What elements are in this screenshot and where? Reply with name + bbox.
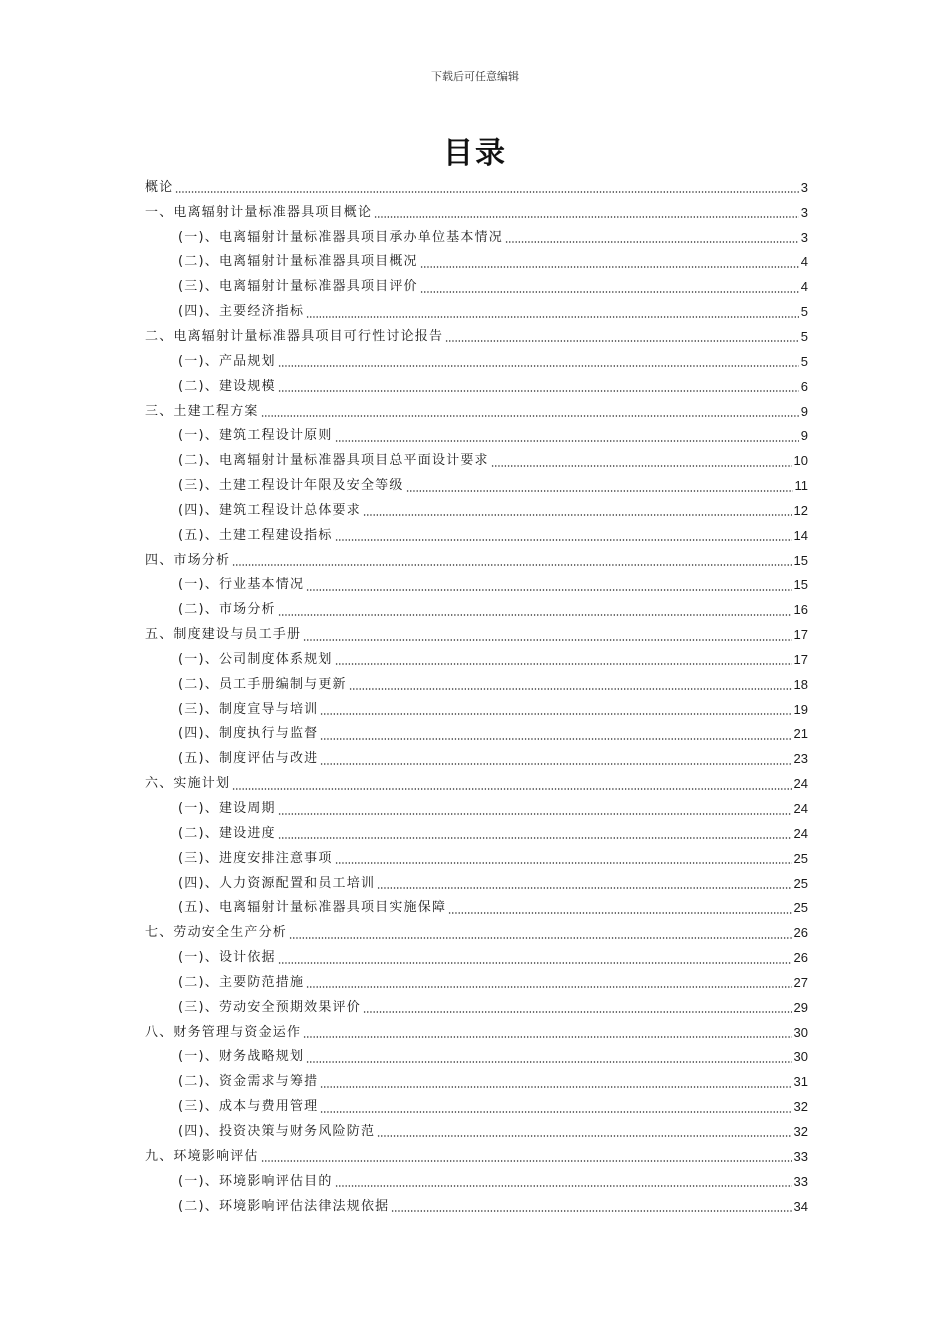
toc-entry-page-number: 11 bbox=[794, 478, 808, 494]
toc-subentry[interactable] bbox=[145, 1094, 808, 1119]
toc-entry-label: 一、电离辐射计量标准器具项目概论 bbox=[145, 204, 373, 220]
toc-subentry[interactable] bbox=[145, 1169, 808, 1194]
toc-entry-label: (四)、制度执行与监督 bbox=[178, 726, 319, 742]
toc-entry-page-number: 5 bbox=[800, 304, 808, 320]
toc-entry-label: (一)、环境影响评估目的 bbox=[178, 1173, 333, 1189]
dot-leader bbox=[335, 430, 799, 442]
toc-subentry[interactable] bbox=[145, 821, 808, 846]
dot-leader bbox=[278, 604, 792, 616]
toc-entry-label: (一)、建筑工程设计原则 bbox=[178, 428, 333, 444]
toc-subentry[interactable] bbox=[145, 1045, 808, 1070]
toc-entry[interactable] bbox=[145, 771, 808, 796]
toc-entry-page-number: 16 bbox=[793, 602, 808, 618]
dot-leader bbox=[320, 1076, 791, 1088]
toc-entry-page-number: 29 bbox=[793, 999, 808, 1015]
toc-entry[interactable] bbox=[145, 548, 808, 573]
toc-subentry[interactable] bbox=[145, 697, 808, 722]
toc-entry-label: (一)、设计依据 bbox=[178, 950, 276, 966]
toc-entry-label: (三)、进度安排注意事项 bbox=[178, 850, 333, 866]
toc-entry-page-number: 26 bbox=[793, 950, 808, 966]
toc-entry-label: 二、电离辐射计量标准器具项目可行性讨论报告 bbox=[145, 328, 444, 344]
toc-entry-page-number: 27 bbox=[793, 974, 808, 990]
dot-leader bbox=[335, 653, 792, 665]
toc-entry-page-number: 15 bbox=[793, 577, 808, 593]
toc-subentry[interactable] bbox=[145, 225, 808, 250]
dot-leader bbox=[306, 579, 791, 591]
toc-entry-label: (三)、成本与费用管理 bbox=[178, 1099, 319, 1115]
toc-subentry[interactable] bbox=[145, 1119, 808, 1144]
toc-subentry[interactable] bbox=[145, 423, 808, 448]
toc-entry-page-number: 32 bbox=[793, 1099, 808, 1115]
toc-subentry[interactable] bbox=[145, 448, 808, 473]
dot-leader bbox=[420, 281, 799, 293]
toc-subentry[interactable] bbox=[145, 846, 808, 871]
toc-subentry[interactable] bbox=[145, 995, 808, 1020]
dot-leader bbox=[306, 976, 791, 988]
toc-entry-label: 概论 bbox=[145, 179, 174, 195]
toc-subentry[interactable] bbox=[145, 250, 808, 275]
dot-leader bbox=[406, 480, 793, 492]
toc-entry-page-number: 24 bbox=[793, 801, 808, 817]
toc-entry-label: (五)、土建工程建设指标 bbox=[178, 527, 333, 543]
toc-subentry[interactable] bbox=[145, 349, 808, 374]
toc-entry-page-number: 3 bbox=[800, 204, 808, 220]
toc-entry-page-number: 3 bbox=[800, 229, 808, 245]
toc-entry-label: 八、财务管理与资金运作 bbox=[145, 1024, 302, 1040]
toc-entry-label: (三)、电离辐射计量标准器具项目评价 bbox=[178, 279, 418, 295]
toc-entry-page-number: 33 bbox=[793, 1173, 808, 1189]
dot-leader bbox=[320, 753, 791, 765]
toc-entry-page-number: 26 bbox=[793, 925, 808, 941]
toc-entry-label: (二)、建设进度 bbox=[178, 825, 276, 841]
toc-entry[interactable] bbox=[145, 399, 808, 424]
dot-leader bbox=[363, 1001, 792, 1013]
dot-leader bbox=[278, 380, 799, 392]
toc-entry-page-number: 32 bbox=[793, 1123, 808, 1139]
dot-leader bbox=[306, 1051, 791, 1063]
toc-entry-page-number: 4 bbox=[800, 279, 808, 295]
toc-entry-label: (四)、投资决策与财务风险防范 bbox=[178, 1123, 376, 1139]
dot-leader bbox=[261, 405, 799, 417]
toc-entry-page-number: 25 bbox=[793, 850, 808, 866]
dot-leader bbox=[349, 678, 792, 690]
toc-entry-label: (五)、制度评估与改进 bbox=[178, 751, 319, 767]
toc-entry-page-number: 9 bbox=[800, 428, 808, 444]
toc-entry[interactable] bbox=[145, 175, 808, 200]
toc-subentry[interactable] bbox=[145, 274, 808, 299]
toc-entry-label: (四)、主要经济指标 bbox=[178, 304, 305, 320]
toc-entry-label: 七、劳动安全生产分析 bbox=[145, 925, 288, 941]
toc-entry-page-number: 34 bbox=[793, 1198, 808, 1214]
toc-entry[interactable] bbox=[145, 920, 808, 945]
dot-leader bbox=[232, 778, 791, 790]
toc-subentry[interactable] bbox=[145, 498, 808, 523]
dot-leader bbox=[175, 181, 798, 193]
toc-entry-page-number: 12 bbox=[793, 502, 808, 518]
toc-entry-label: (一)、行业基本情况 bbox=[178, 577, 305, 593]
dot-leader bbox=[303, 1026, 791, 1038]
toc-subentry[interactable] bbox=[145, 746, 808, 771]
toc-entry-page-number: 4 bbox=[800, 254, 808, 270]
toc-subentry[interactable] bbox=[145, 871, 808, 896]
toc-entry-label: (三)、制度宣导与培训 bbox=[178, 701, 319, 717]
dot-leader bbox=[491, 455, 792, 467]
toc-entry-label: (二)、建设规模 bbox=[178, 378, 276, 394]
toc-entry-label: 五、制度建设与员工手册 bbox=[145, 627, 302, 643]
toc-entry-label: 六、实施计划 bbox=[145, 776, 231, 792]
toc-entry-label: 四、市场分析 bbox=[145, 552, 231, 568]
dot-leader bbox=[303, 629, 791, 641]
toc-subentry[interactable] bbox=[145, 647, 808, 672]
toc-entry-page-number: 17 bbox=[793, 627, 808, 643]
toc-entry-label: (一)、建设周期 bbox=[178, 801, 276, 817]
toc-subentry[interactable] bbox=[145, 473, 808, 498]
toc-entry-label: (四)、建筑工程设计总体要求 bbox=[178, 502, 361, 518]
dot-leader bbox=[320, 703, 791, 715]
toc-entry-label: (二)、电离辐射计量标准器具项目概况 bbox=[178, 254, 418, 270]
toc-entry-page-number: 30 bbox=[793, 1024, 808, 1040]
dot-leader bbox=[420, 256, 799, 268]
toc-entry-label: (二)、电离辐射计量标准器具项目总平面设计要求 bbox=[178, 453, 489, 469]
toc-entry-page-number: 9 bbox=[800, 403, 808, 419]
toc-subentry[interactable] bbox=[145, 374, 808, 399]
dot-leader bbox=[278, 827, 792, 839]
toc-entry-page-number: 21 bbox=[793, 726, 808, 742]
toc-subentry[interactable] bbox=[145, 1194, 808, 1219]
header-note: 下载后可任意编辑 bbox=[431, 70, 519, 83]
toc-entry-page-number: 31 bbox=[793, 1074, 808, 1090]
toc-entry-label: (一)、电离辐射计量标准器具项目承办单位基本情况 bbox=[178, 229, 503, 245]
toc-entry-page-number: 25 bbox=[793, 900, 808, 916]
toc-entry-page-number: 3 bbox=[800, 179, 808, 195]
dot-leader bbox=[448, 902, 791, 914]
toc-entry[interactable] bbox=[145, 1144, 808, 1169]
dot-leader bbox=[232, 554, 791, 566]
toc-entry-label: (二)、主要防范措施 bbox=[178, 974, 305, 990]
toc-entry-page-number: 30 bbox=[793, 1049, 808, 1065]
toc-subentry[interactable] bbox=[145, 945, 808, 970]
toc-subentry[interactable] bbox=[145, 299, 808, 324]
dot-leader bbox=[278, 952, 792, 964]
toc-entry-label: (三)、劳动安全预期效果评价 bbox=[178, 999, 361, 1015]
toc-subentry[interactable] bbox=[145, 597, 808, 622]
toc-entry-page-number: 6 bbox=[800, 378, 808, 394]
toc-entry-page-number: 10 bbox=[793, 453, 808, 469]
toc-subentry[interactable] bbox=[145, 1069, 808, 1094]
dot-leader bbox=[377, 877, 791, 889]
table-of-contents bbox=[145, 175, 808, 1218]
dot-leader bbox=[278, 355, 799, 367]
dot-leader bbox=[335, 1175, 792, 1187]
toc-entry-label: (一)、公司制度体系规划 bbox=[178, 651, 333, 667]
dot-leader bbox=[363, 504, 792, 516]
toc-entry-label: 三、土建工程方案 bbox=[145, 403, 259, 419]
dot-leader bbox=[505, 231, 799, 243]
toc-entry-page-number: 25 bbox=[793, 875, 808, 891]
toc-entry[interactable] bbox=[145, 200, 808, 225]
toc-subentry[interactable] bbox=[145, 523, 808, 548]
toc-entry-page-number: 15 bbox=[793, 552, 808, 568]
toc-entry-label: (五)、电离辐射计量标准器具项目实施保障 bbox=[178, 900, 447, 916]
toc-entry[interactable] bbox=[145, 622, 808, 647]
toc-entry-page-number: 18 bbox=[793, 676, 808, 692]
toc-entry-label: (二)、资金需求与筹措 bbox=[178, 1074, 319, 1090]
toc-entry-page-number: 24 bbox=[793, 776, 808, 792]
toc-entry-label: 九、环境影响评估 bbox=[145, 1148, 259, 1164]
dot-leader bbox=[320, 728, 791, 740]
toc-subentry[interactable] bbox=[145, 573, 808, 598]
toc-entry-page-number: 14 bbox=[793, 527, 808, 543]
toc-entry-label: (二)、环境影响评估法律法规依据 bbox=[178, 1198, 390, 1214]
dot-leader bbox=[374, 206, 799, 218]
toc-subentry[interactable] bbox=[145, 895, 808, 920]
toc-entry-label: (二)、市场分析 bbox=[178, 602, 276, 618]
dot-leader bbox=[377, 1125, 791, 1137]
toc-subentry[interactable] bbox=[145, 970, 808, 995]
toc-entry-label: (一)、产品规划 bbox=[178, 353, 276, 369]
toc-entry-page-number: 24 bbox=[793, 825, 808, 841]
dot-leader bbox=[320, 1101, 791, 1113]
toc-entry-page-number: 17 bbox=[793, 651, 808, 667]
toc-entry[interactable] bbox=[145, 1020, 808, 1045]
toc-entry-label: (二)、员工手册编制与更新 bbox=[178, 676, 347, 692]
toc-entry-page-number: 23 bbox=[793, 751, 808, 767]
toc-entry-label: (一)、财务战略规划 bbox=[178, 1049, 305, 1065]
dot-leader bbox=[278, 803, 792, 815]
dot-leader bbox=[391, 1200, 791, 1212]
page-title: 目录 bbox=[443, 136, 507, 171]
toc-entry-label: (四)、人力资源配置和员工培训 bbox=[178, 875, 376, 891]
toc-entry[interactable] bbox=[145, 324, 808, 349]
dot-leader bbox=[445, 330, 799, 342]
toc-entry-page-number: 5 bbox=[800, 353, 808, 369]
dot-leader bbox=[289, 927, 792, 939]
dot-leader bbox=[335, 852, 792, 864]
toc-entry-page-number: 19 bbox=[793, 701, 808, 717]
dot-leader bbox=[261, 1150, 792, 1162]
toc-subentry[interactable] bbox=[145, 796, 808, 821]
toc-entry-page-number: 5 bbox=[800, 328, 808, 344]
toc-subentry[interactable] bbox=[145, 722, 808, 747]
toc-subentry[interactable] bbox=[145, 672, 808, 697]
dot-leader bbox=[335, 529, 792, 541]
toc-entry-page-number: 33 bbox=[793, 1148, 808, 1164]
dot-leader bbox=[306, 306, 799, 318]
toc-entry-label: (三)、土建工程设计年限及安全等级 bbox=[178, 478, 404, 494]
